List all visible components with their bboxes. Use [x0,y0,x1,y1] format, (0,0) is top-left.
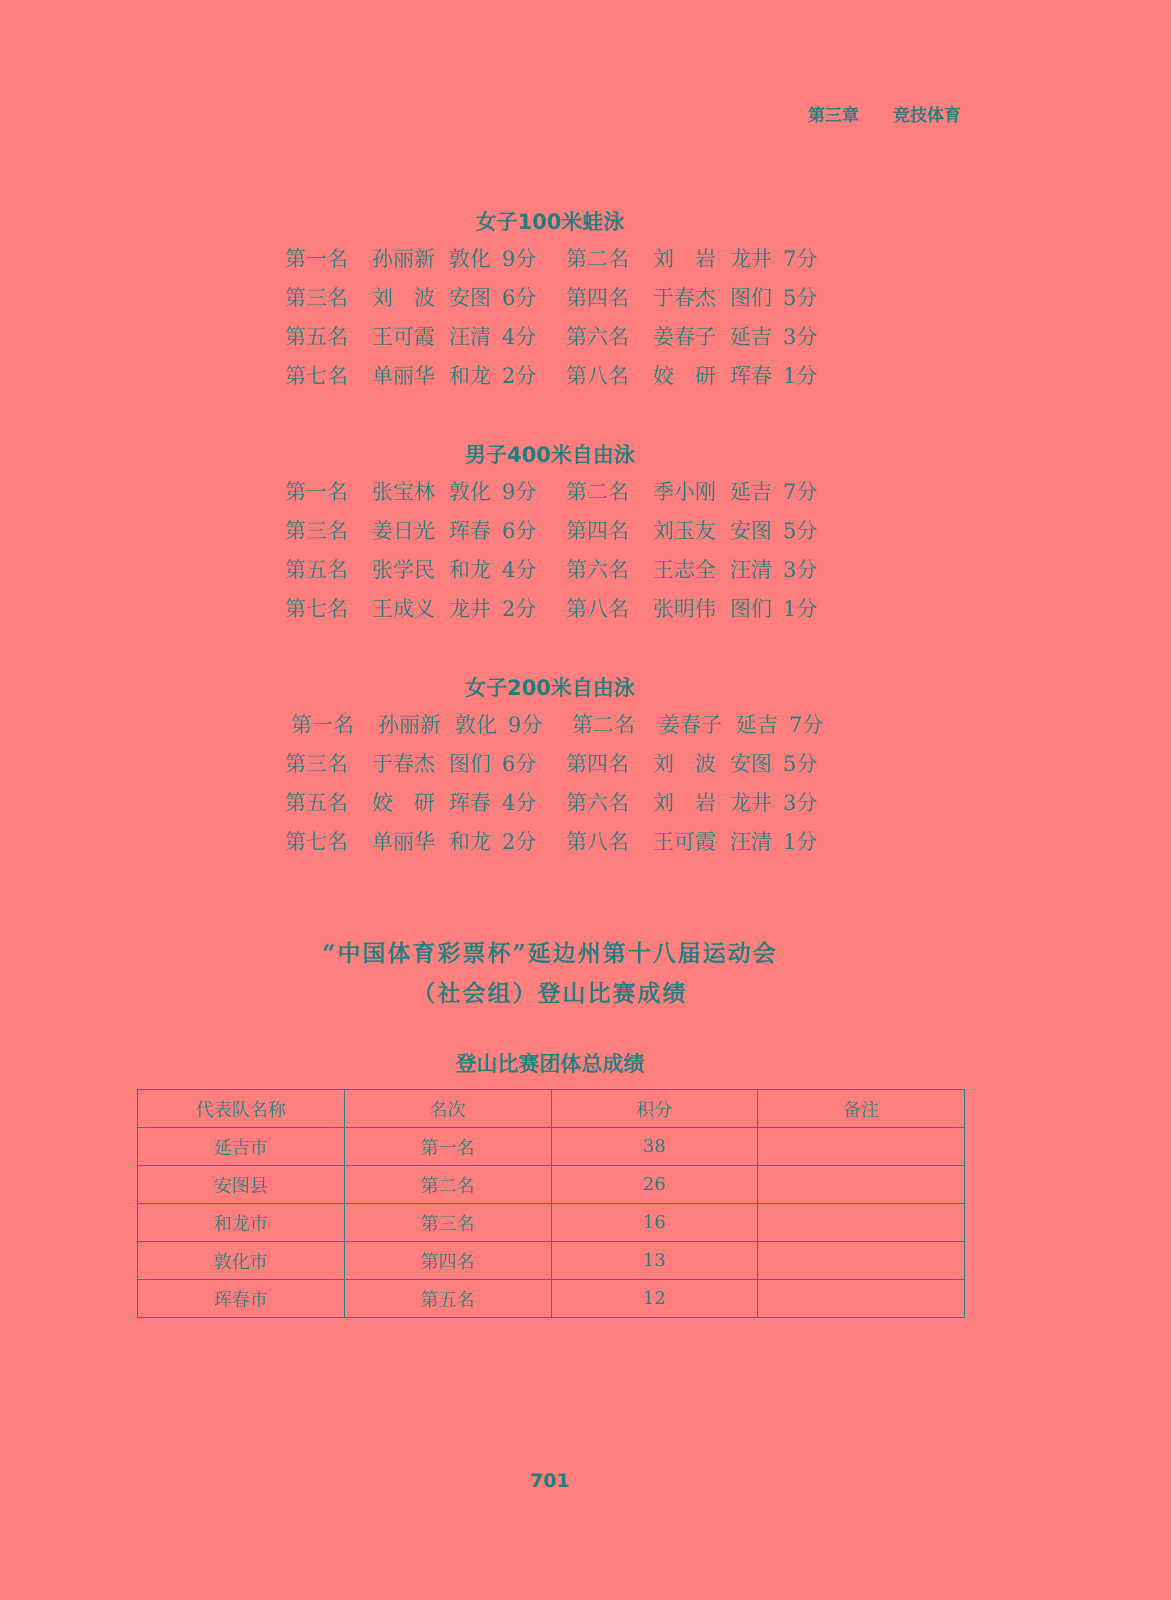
rank-cell: 第四名 [566,519,629,543]
rank-cell: 第六名 [566,325,629,349]
team-cell: 延吉 [730,325,772,349]
result-row [0,784,1171,822]
team-name-cell: 敦化市 [138,1242,345,1280]
points-cell: 2分 [502,597,537,621]
team-cell: 安图 [449,286,491,310]
points-cell: 1分 [783,597,818,621]
points-cell: 3分 [783,558,818,582]
section-title-women-200m-freestyle: 女子200米自由泳 [465,676,635,700]
team-cell: 安图 [730,752,772,776]
rank-cell: 第六名 [566,558,629,582]
rank-cell: 第二名 [566,247,629,271]
points-cell: 9分 [502,480,537,504]
team-cell: 图们 [449,752,491,776]
athlete-cell: 刘 波 [372,286,435,310]
team-cell: 敦化 [449,247,491,271]
points-cell: 38 [551,1128,758,1166]
athlete-cell: 孙丽新 [378,713,441,737]
team-cell: 延吉 [730,480,772,504]
remarks-cell [758,1204,965,1242]
points-cell: 1分 [783,830,818,854]
table-row [138,1280,965,1318]
team-cell: 图们 [730,597,772,621]
rank-cell: 第四名 [566,286,629,310]
team-results-title: 登山比赛团体总成绩 [455,1052,645,1076]
rank-cell: 第二名 [566,480,629,504]
points-cell: 16 [551,1204,758,1242]
team-cell: 龙井 [449,597,491,621]
header-remarks: 备注 [758,1090,965,1128]
team-name-cell: 安图县 [138,1166,345,1204]
athlete-cell: 单丽华 [372,364,435,388]
result-row [0,512,1171,550]
section-title-men-400m-freestyle: 男子400米自由泳 [465,443,635,467]
result-row [0,551,1171,589]
rank-cell: 第四名 [344,1242,551,1280]
athlete-cell: 王可霞 [372,325,435,349]
chapter-label: 第三章 [808,106,859,126]
points-cell: 5分 [783,752,818,776]
points-cell: 4分 [502,325,537,349]
points-cell: 26 [551,1166,758,1204]
athlete-cell: 刘 波 [653,752,716,776]
athlete-cell: 刘 岩 [653,247,716,271]
team-cell: 龙井 [730,247,772,271]
rank-cell: 第一名 [285,480,348,504]
points-cell: 5分 [783,519,818,543]
points-cell: 1分 [783,364,818,388]
rank-cell: 第五名 [344,1280,551,1318]
result-row [0,823,1171,861]
result-row [0,745,1171,783]
result-row [0,318,1171,356]
athlete-cell: 王成义 [372,597,435,621]
result-row [0,357,1171,395]
team-name-cell: 和龙市 [138,1204,345,1242]
table-row [138,1166,965,1204]
section-title-women-100m-breaststroke: 女子100米蛙泳 [475,210,625,234]
points-cell: 7分 [783,247,818,271]
points-cell: 6分 [502,286,537,310]
header-team-name: 代表队名称 [138,1090,345,1128]
rank-cell: 第五名 [285,558,348,582]
team-cell: 图们 [730,286,772,310]
team-cell: 和龙 [449,364,491,388]
athlete-cell: 姜春子 [659,713,722,737]
table-row [138,1242,965,1280]
team-cell: 珲春 [449,791,491,815]
team-results-table [137,1089,965,1318]
athlete-cell: 姜春子 [653,325,716,349]
result-row [0,706,1171,744]
remarks-cell [758,1166,965,1204]
remarks-cell [758,1242,965,1280]
header-points: 积分 [551,1090,758,1128]
athlete-cell: 于春杰 [372,752,435,776]
points-cell: 4分 [502,791,537,815]
rank-cell: 第五名 [285,325,348,349]
points-cell: 6分 [502,519,537,543]
main-title-line1: “中国体育彩票杯”延边州第十八届运动会 [322,940,778,967]
athlete-cell: 刘 岩 [653,791,716,815]
points-cell: 3分 [783,791,818,815]
team-cell: 珲春 [449,519,491,543]
rank-cell: 第三名 [344,1204,551,1242]
team-cell: 珲春 [730,364,772,388]
rank-cell: 第七名 [285,830,348,854]
team-cell: 和龙 [449,558,491,582]
athlete-cell: 刘玉友 [653,519,716,543]
points-cell: 4分 [502,558,537,582]
rank-cell: 第一名 [344,1128,551,1166]
athlete-cell: 姣 研 [653,364,716,388]
team-name-cell: 延吉市 [138,1128,345,1166]
team-name-cell: 珲春市 [138,1280,345,1318]
rank-cell: 第三名 [285,286,348,310]
main-title-line2: （社会组）登山比赛成绩 [412,980,688,1007]
header-rank: 名次 [344,1090,551,1128]
team-cell: 和龙 [449,830,491,854]
points-cell: 3分 [783,325,818,349]
athlete-cell: 姣 研 [372,791,435,815]
rank-cell: 第二名 [344,1166,551,1204]
rank-cell: 第二名 [572,713,635,737]
athlete-cell: 孙丽新 [372,247,435,271]
rank-cell: 第六名 [566,791,629,815]
team-cell: 延吉 [736,713,778,737]
athlete-cell: 于春杰 [653,286,716,310]
points-cell: 7分 [789,713,824,737]
athlete-cell: 季小刚 [653,480,716,504]
rank-cell: 第八名 [566,364,629,388]
rank-cell: 第八名 [566,597,629,621]
points-cell: 2分 [502,364,537,388]
athlete-cell: 王志全 [653,558,716,582]
athlete-cell: 张宝林 [372,480,435,504]
remarks-cell [758,1280,965,1318]
team-cell: 汪清 [449,325,491,349]
rank-cell: 第七名 [285,364,348,388]
team-cell: 敦化 [449,480,491,504]
table-row [138,1128,965,1166]
athlete-cell: 单丽华 [372,830,435,854]
rank-cell: 第四名 [566,752,629,776]
team-cell: 汪清 [730,558,772,582]
table-row [138,1204,965,1242]
points-cell: 9分 [508,713,543,737]
rank-cell: 第三名 [285,752,348,776]
team-cell: 安图 [730,519,772,543]
team-cell: 敦化 [455,713,497,737]
result-row [0,240,1171,278]
points-cell: 9分 [502,247,537,271]
rank-cell: 第五名 [285,791,348,815]
points-cell: 7分 [783,480,818,504]
rank-cell: 第一名 [285,247,348,271]
team-cell: 龙井 [730,791,772,815]
points-cell: 2分 [502,830,537,854]
rank-cell: 第七名 [285,597,348,621]
athlete-cell: 姜日光 [372,519,435,543]
rank-cell: 第三名 [285,519,348,543]
athlete-cell: 张学民 [372,558,435,582]
athlete-cell: 张明伟 [653,597,716,621]
result-row [0,590,1171,628]
page-number: 701 [530,1470,570,1492]
chapter-title: 竞技体育 [893,106,961,126]
rank-cell: 第一名 [291,713,354,737]
points-cell: 13 [551,1242,758,1280]
points-cell: 12 [551,1280,758,1318]
rank-cell: 第八名 [566,830,629,854]
result-row [0,473,1171,511]
team-cell: 汪清 [730,830,772,854]
remarks-cell [758,1128,965,1166]
result-row [0,279,1171,317]
points-cell: 5分 [783,286,818,310]
table-header-row [138,1090,965,1128]
points-cell: 6分 [502,752,537,776]
athlete-cell: 王可霞 [653,830,716,854]
running-header [808,101,961,126]
